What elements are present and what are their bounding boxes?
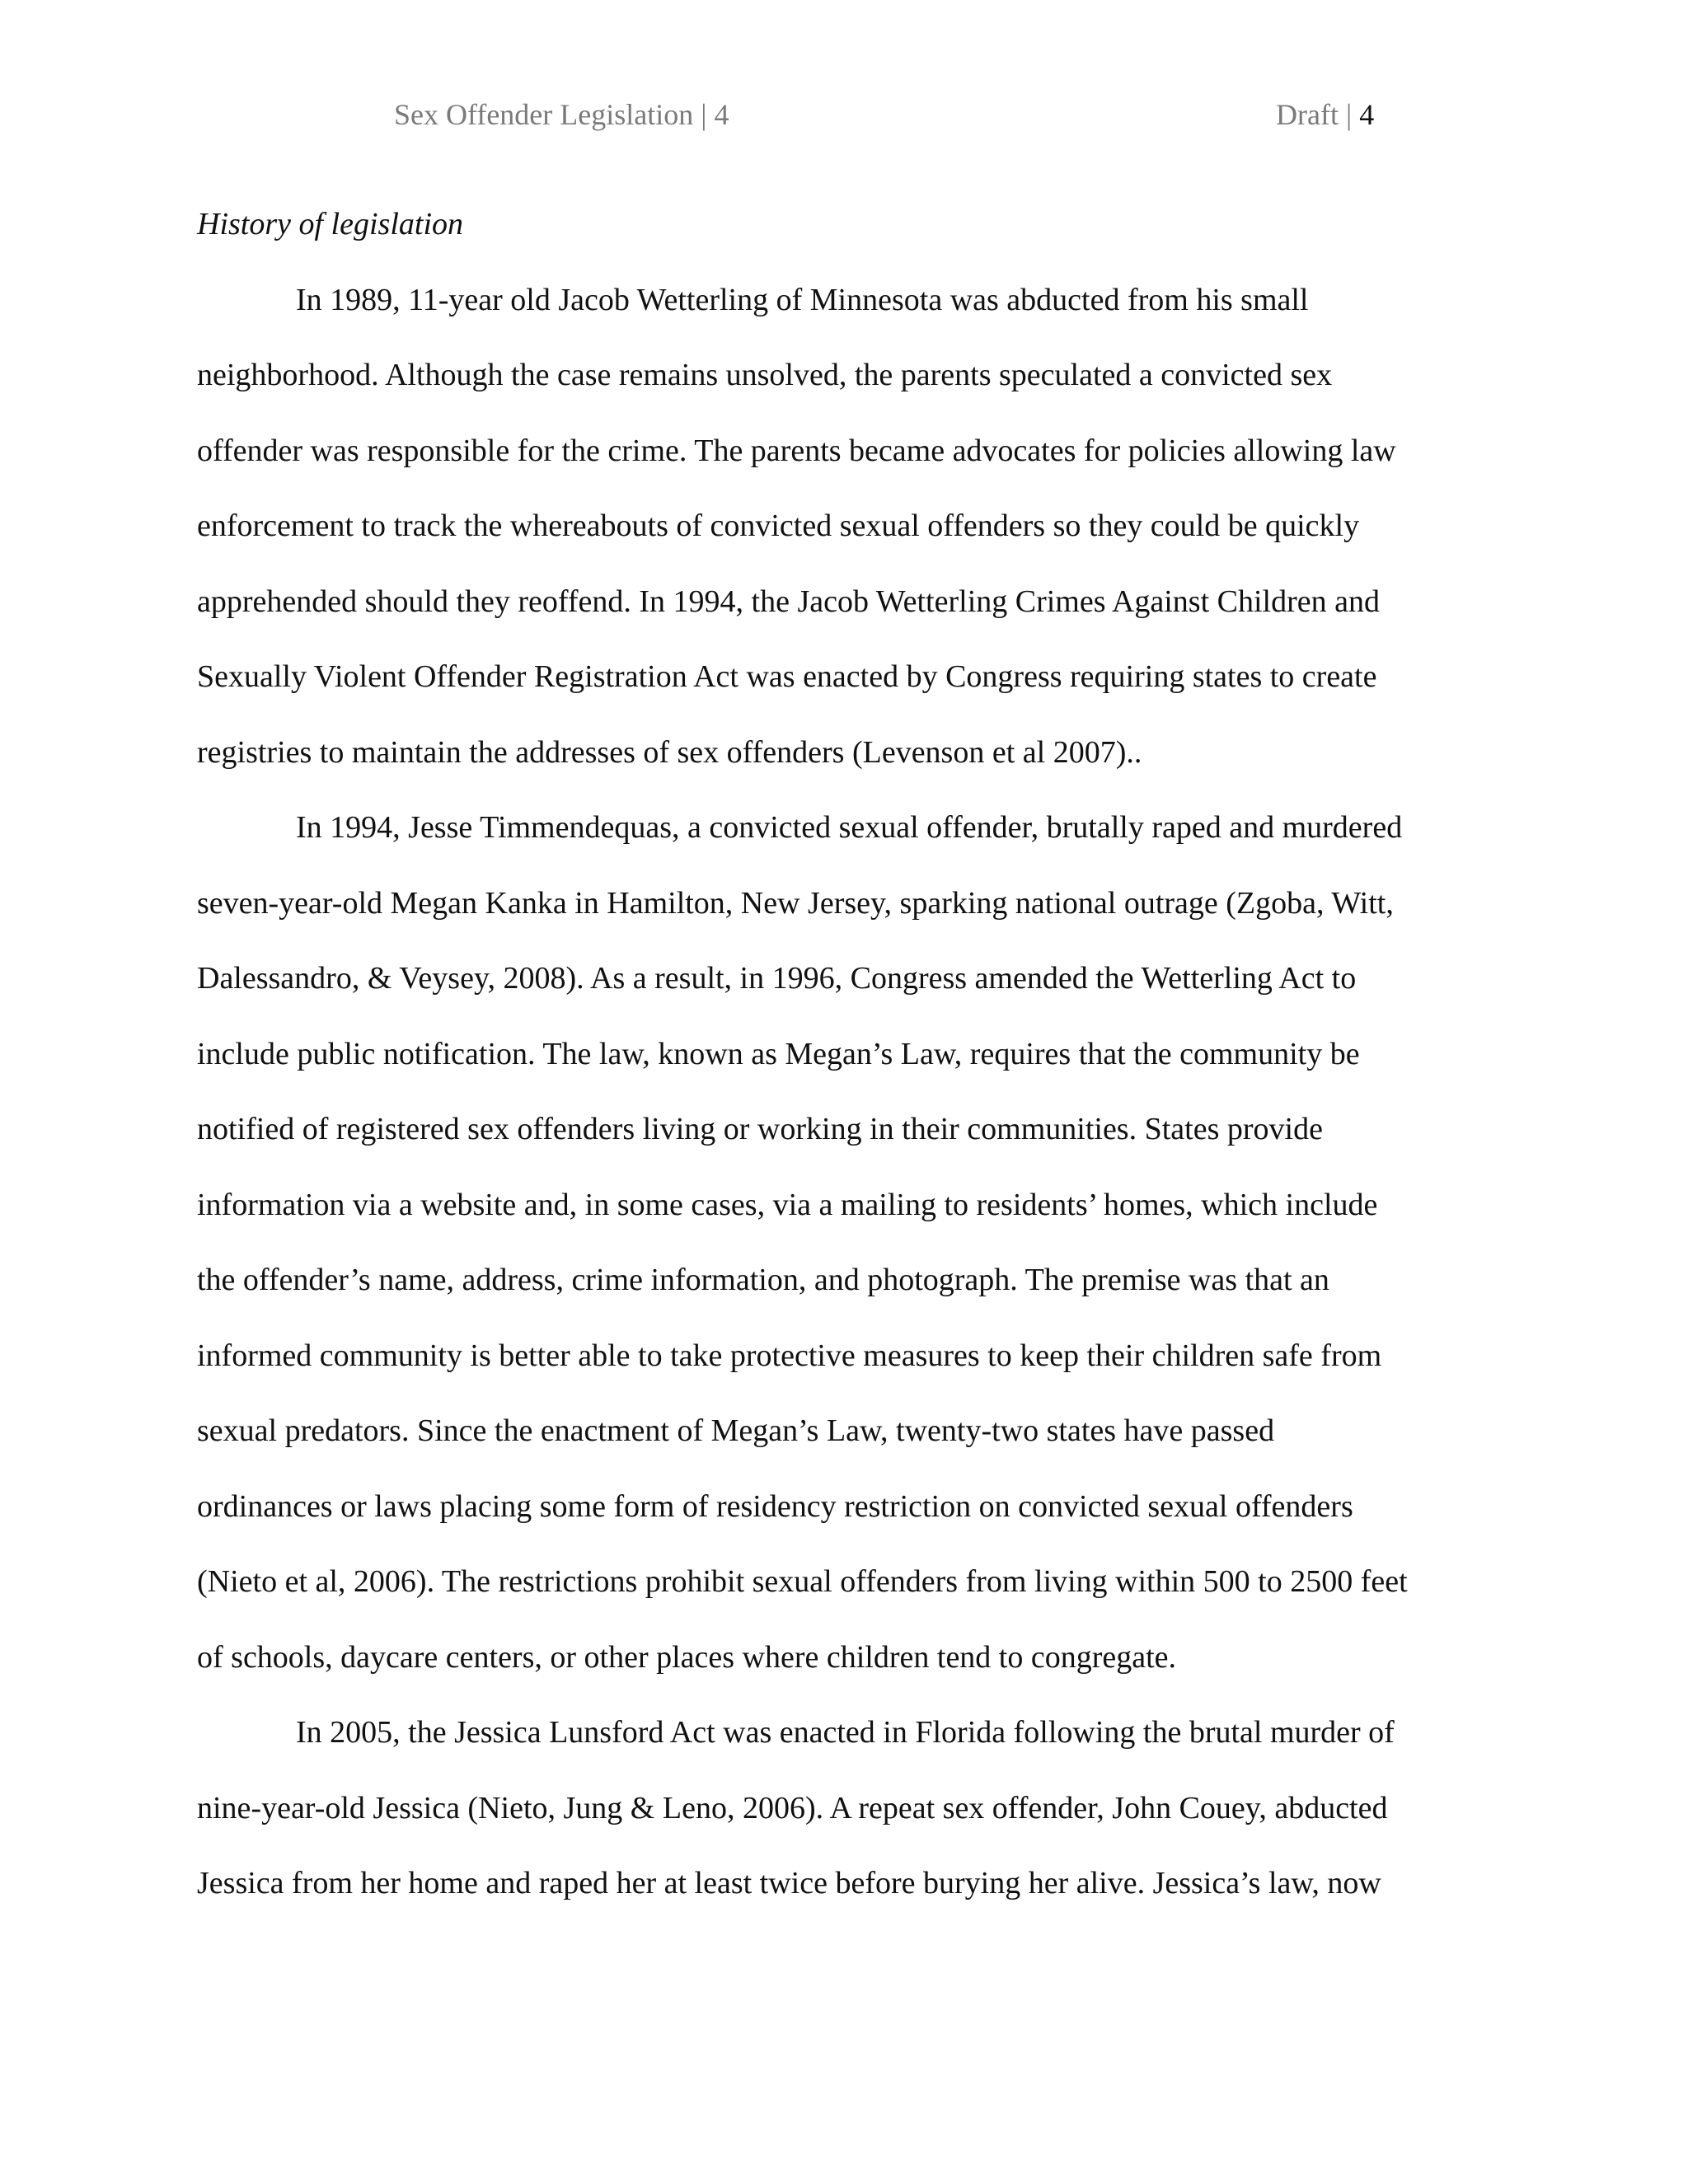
paragraph-line: In 2005, the Jessica Lunsford Act was enacted in Florida following the brutal murder of — [296, 1715, 1395, 1750]
running-head-title: Sex Offender Legislation | 4 — [394, 98, 729, 131]
paragraph-line: of schools, daycare centers, or other places where children tend to congregate. — [197, 1639, 1177, 1675]
paragraph-line: sexual predators. Since the enactment of Megan’s Law, twenty-two states have passed — [197, 1413, 1275, 1448]
draft-label: Draft — [1276, 98, 1339, 131]
paragraph-line: Dalessandro, & Veysey, 2008). As a result, in 1996, Congress amended the Wetterling Act to — [197, 961, 1357, 996]
paragraph-line: seven-year-old Megan Kanka in Hamilton, New Jersey, sparking national outrage (Zgoba, Witt, — [197, 885, 1394, 921]
paragraph-line: nine-year-old Jessica (Nieto, Jung & Leno, 2006). A repeat sex offender, John Couey, abducted — [197, 1790, 1388, 1825]
paragraph-line: neighborhood. Although the case remains unsolved, the parents speculated a convicted sex — [197, 358, 1333, 392]
paragraph-line: notified of registered sex offenders living or working in their communities. States provide — [197, 1112, 1323, 1146]
running-head-draft — [1276, 97, 1374, 132]
paragraph-line: information via a website and, in some cases, via a mailing to residents’ homes, which include — [197, 1187, 1378, 1222]
paragraph-line: Sexually Violent Offender Registration Act was enacted by Congress requiring states to create — [197, 659, 1377, 694]
page-number: 4 — [1359, 98, 1375, 131]
paragraph-line: apprehended should they reoffend. In 1994, the Jacob Wetterling Crimes Against Children and — [197, 583, 1380, 619]
paragraph-line: Jessica from her home and raped her at least twice before burying her alive. Jessica’s law, now — [197, 1866, 1381, 1900]
paragraph-line: the offender’s name, address, crime information, and photograph. The premise was that an — [197, 1263, 1329, 1297]
paragraph-line: In 1989, 11-year old Jacob Wetterling of Minnesota was abducted from his small — [296, 282, 1309, 317]
header-separator: | — [1338, 98, 1360, 131]
paragraph-line: In 1994, Jesse Timmendequas, a convicted sexual offender, brutally raped and murdered — [296, 810, 1403, 845]
paragraph-jessica-lunsford — [197, 1695, 1483, 1922]
paragraph-megans-law — [197, 790, 1483, 1695]
paragraph-line: registries to maintain the addresses of sex offenders (Levenson et al 2007).. — [197, 734, 1142, 770]
paragraph-wetterling — [197, 263, 1483, 791]
paragraph-line: ordinances or laws placing some form of residency restriction on convicted sexual offenders — [197, 1488, 1353, 1524]
paragraph-line: enforcement to track the whereabouts of convicted sexual offenders so they could be quickly — [197, 509, 1360, 543]
paragraph-line: (Nieto et al, 2006). The restrictions prohibit sexual offenders from living within 500 to 2500 feet — [197, 1564, 1408, 1599]
page-header — [0, 97, 1688, 138]
paragraph-line: informed community is better able to take protective measures to keep their children safe from — [197, 1338, 1382, 1373]
section-heading: History of legislation — [197, 207, 463, 241]
document-body — [197, 187, 1483, 1922]
paragraph-line: include public notification. The law, known as Megan’s Law, requires that the community be — [197, 1036, 1360, 1071]
paragraph-line: offender was responsible for the crime. The parents became advocates for policies allowing law — [197, 433, 1396, 468]
